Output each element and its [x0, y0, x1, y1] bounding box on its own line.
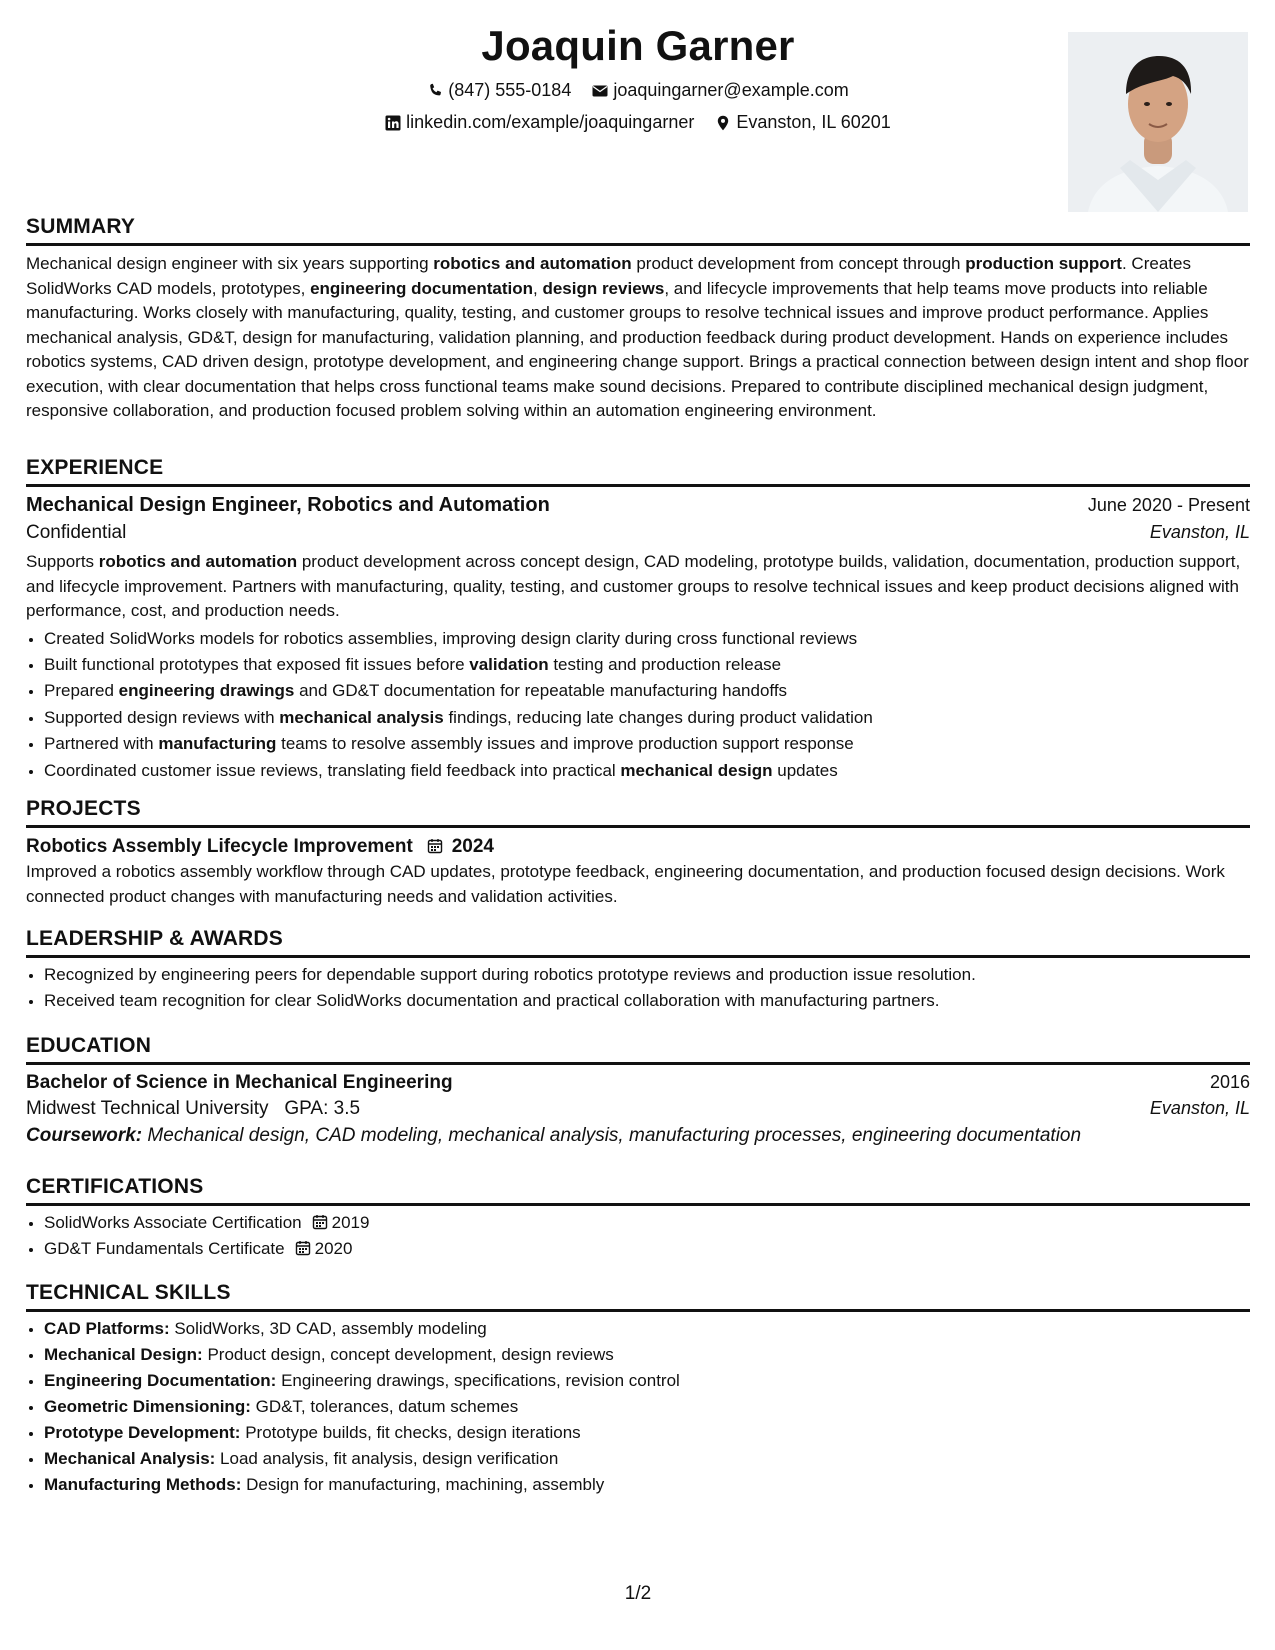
project-name: Robotics Assembly Lifecycle Improvement	[26, 836, 413, 857]
certification-name: SolidWorks Associate Certification	[44, 1213, 302, 1232]
degree-header	[26, 1072, 1250, 1094]
emphasis-text: engineering drawings	[118, 681, 295, 701]
degree-year: 2016	[1209, 1072, 1250, 1092]
contact-location	[715, 112, 890, 133]
job-location: Evanston, IL	[1149, 522, 1250, 542]
leadership-item: • Received team recognition for clear SolidWorks documentation and practical collaboration with manufacturing partners.	[44, 988, 1250, 1014]
job-subheader	[26, 522, 1250, 544]
skills-list	[26, 1316, 1250, 1498]
skill-value: Prototype builds, fit checks, design iterations	[240, 1423, 581, 1442]
project-year: 2024	[451, 836, 494, 857]
skill-label: Manufacturing Methods:	[44, 1475, 242, 1494]
skill-value: GD&T, tolerances, datum schemes	[250, 1397, 519, 1416]
school-info	[26, 1098, 360, 1120]
school-row	[26, 1098, 1250, 1120]
education-heading: EDUCATION	[26, 1034, 1250, 1065]
skill-value: Design for manufacturing, machining, assembly	[241, 1475, 605, 1494]
experience-heading: EXPERIENCE	[26, 456, 1250, 487]
emphasis-text: robotics and automation	[433, 254, 632, 273]
skill-item	[44, 1472, 1250, 1498]
map-pin-icon	[715, 115, 731, 131]
job-description	[26, 550, 1250, 624]
school-gpa: GPA: 3.5	[284, 1098, 361, 1119]
envelope-icon	[592, 83, 608, 99]
skill-item	[44, 1342, 1250, 1368]
certifications-section	[26, 1175, 1250, 1263]
text-segment: ,	[532, 278, 543, 298]
resume-page	[26, 0, 1250, 1650]
emphasis-text: robotics and automation	[98, 552, 298, 571]
project-description: Improved a robotics assembly workflow through CAD updates, prototype feedback, engineering documentation, and production focused design decisions. Work connected product changes with manufacturing needs and validation activities.	[26, 862, 1225, 906]
education-section	[26, 1034, 1250, 1147]
project-header	[26, 836, 1250, 858]
projects-section	[26, 797, 1250, 909]
text-segment: testing and production release	[548, 654, 782, 674]
job-bullet	[44, 758, 1250, 784]
summary-heading: SUMMARY	[26, 215, 1250, 246]
skill-value: SolidWorks, 3D CAD, assembly modeling	[169, 1319, 487, 1338]
certifications-heading: CERTIFICATIONS	[26, 1175, 1250, 1206]
emphasis-text: engineering documentation	[310, 278, 533, 298]
leadership-heading: LEADERSHIP & AWARDS	[26, 927, 1250, 958]
experience-section	[26, 456, 1250, 784]
job-bullets	[26, 626, 1250, 784]
projects-heading: PROJECTS	[26, 797, 1250, 828]
leadership-section	[26, 927, 1250, 1015]
job-dates: June 2020 - Present	[1087, 495, 1250, 515]
emphasis-text: manufacturing	[158, 734, 277, 754]
emphasis-text: production support	[965, 254, 1122, 273]
skills-heading: TECHNICAL SKILLS	[26, 1281, 1250, 1312]
coursework-label: Coursework:	[26, 1125, 143, 1146]
text-segment: Created SolidWorks models for robotics assemblies, improving design clarity during cross functional reviews	[44, 628, 858, 648]
text-segment: updates	[772, 760, 838, 780]
text-segment: Partnered with	[44, 734, 159, 754]
text-segment: Supported design reviews with	[44, 707, 280, 727]
certification-name: GD&T Fundamentals Certificate	[44, 1239, 285, 1259]
skill-item	[44, 1446, 1250, 1472]
text-segment: Supports	[26, 552, 99, 571]
degree-name: Bachelor of Science in Mechanical Engineering	[26, 1072, 453, 1093]
text-segment: Prepared	[44, 681, 119, 701]
contact-line-2	[26, 112, 1250, 136]
page-number: 1/2	[624, 1583, 652, 1604]
certifications-list	[26, 1210, 1250, 1263]
job-bullet	[44, 626, 1250, 652]
linkedin-icon	[385, 115, 401, 131]
job-title: Mechanical Design Engineer, Robotics and Automation	[26, 494, 550, 516]
coursework-list: Mechanical design, CAD modeling, mechanical analysis, manufacturing processes, engineering documentation	[147, 1125, 1082, 1146]
leadership-list	[26, 962, 1250, 1015]
contact-email[interactable]	[592, 80, 848, 101]
certification-year: 2020	[314, 1239, 353, 1259]
calendar-icon	[312, 1214, 328, 1230]
emphasis-text: validation	[469, 654, 549, 674]
email-address: joaquingarner@example.com	[613, 80, 849, 100]
certification-item	[44, 1210, 1250, 1236]
skill-label: Geometric Dimensioning:	[44, 1397, 251, 1416]
summary-text	[26, 252, 1250, 424]
emphasis-text: design reviews	[542, 278, 665, 298]
text-segment: product development across concept design, CAD modeling, prototype builds, validation, documentation, production support, and lifecycle improvement. Partners with manufacturing, quality, testing, and customer groups to resolve technical issues and keep product decisions aligned with performance, cost, and production needs.	[26, 552, 1241, 620]
skill-item	[44, 1368, 1250, 1394]
skill-label: CAD Platforms:	[44, 1319, 170, 1338]
skill-label: Mechanical Design:	[44, 1345, 203, 1364]
coursework-row	[26, 1125, 1250, 1147]
text-segment: Built functional prototypes that exposed fit issues before	[44, 654, 470, 674]
calendar-icon	[427, 838, 443, 854]
certification-item	[44, 1236, 1250, 1262]
job-bullet	[44, 652, 1250, 678]
text-segment: teams to resolve assembly issues and improve production support response	[276, 734, 854, 754]
leadership-item: • Recognized by engineering peers for dependable support during robotics prototype reviews and production issue resolution.	[44, 962, 1250, 988]
contact-line-1	[26, 80, 1250, 104]
job-company: Confidential	[26, 522, 127, 543]
resume-header	[26, 22, 1250, 222]
skill-label: Prototype Development:	[44, 1423, 241, 1442]
linkedin-url: linkedin.com/example/joaquingarner	[406, 112, 695, 132]
skill-label: Engineering Documentation:	[44, 1371, 277, 1390]
phone-icon	[427, 83, 443, 99]
job-bullet	[44, 705, 1250, 731]
candidate-name: Joaquin Garner	[481, 22, 795, 69]
job-header	[26, 494, 1250, 517]
summary-section	[26, 215, 1250, 424]
skill-item	[44, 1316, 1250, 1342]
text-segment: findings, reducing late changes during product validation	[443, 707, 873, 727]
school-name: Midwest Technical University	[26, 1098, 269, 1119]
emphasis-text: mechanical analysis	[279, 707, 444, 727]
job-bullet	[44, 731, 1250, 757]
profile-photo	[1068, 32, 1248, 212]
job-bullet	[44, 678, 1250, 704]
calendar-icon	[295, 1240, 311, 1256]
emphasis-text: mechanical design	[620, 760, 773, 780]
certification-year: 2019	[331, 1213, 370, 1232]
skill-label: Mechanical Analysis:	[44, 1449, 216, 1468]
location-text: Evanston, IL 60201	[736, 112, 891, 132]
skill-value: Product design, concept development, design reviews	[202, 1345, 614, 1364]
text-segment: and GD&T documentation for repeatable manufacturing handoffs	[294, 681, 788, 701]
contact-phone[interactable]	[427, 80, 571, 101]
text-segment: Coordinated customer issue reviews, translating field feedback into practical	[44, 760, 621, 780]
contact-linkedin[interactable]	[385, 112, 694, 133]
school-location: Evanston, IL	[1149, 1098, 1250, 1118]
skills-section	[26, 1281, 1250, 1498]
text-segment: Mechanical design engineer with six years supporting	[26, 254, 434, 273]
text-segment: product development from concept through	[631, 254, 966, 273]
text-segment: . Creates SolidWorks CAD models, prototypes,	[26, 254, 1191, 298]
text-segment: , and lifecycle improvements that help teams move products into reliable manufacturing. Works closely with manufacturing, quality, testing, and customer groups to resolve technical issues and improve product performance. Applies mechanical analysis, GD&T, design for manufacturing, validation planning, and production feedback during product development. Hands on experience includes robotics systems, CAD driven design, prototype development, and engineering change support. Brings a practical connection between design intent and shop floor execution, with clear documentation that helps cross functional teams make sound decisions. Prepared to contribute disciplined mechanical design judgment, responsive collaboration, and production focused problem solving within an automation engineering environment.	[26, 278, 1249, 420]
skill-item	[44, 1394, 1250, 1420]
phone-number: (847) 555-0184	[448, 80, 572, 100]
skill-value: Engineering drawings, specifications, revision control	[276, 1371, 680, 1390]
skill-value: Load analysis, fit analysis, design verification	[215, 1449, 559, 1468]
skill-item	[44, 1420, 1250, 1446]
